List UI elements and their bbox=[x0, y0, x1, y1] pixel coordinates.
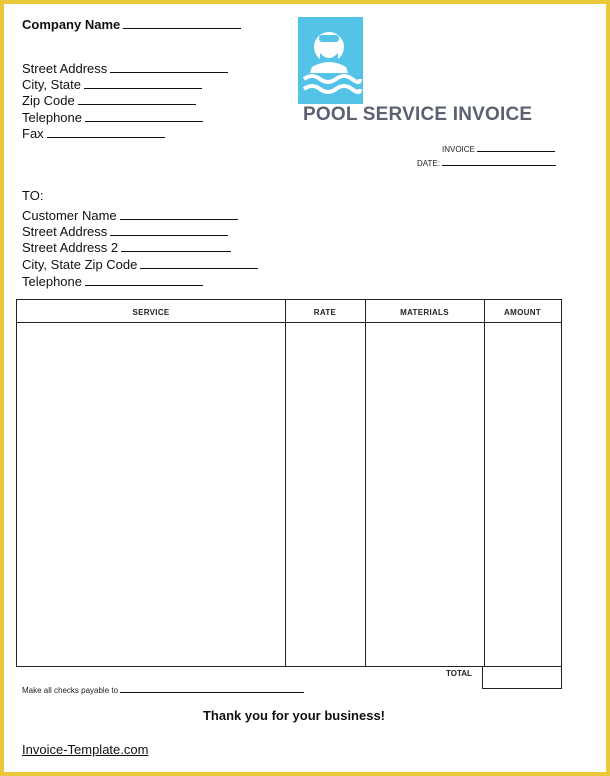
customer-city-field[interactable] bbox=[22, 256, 258, 272]
customer-street-label: Street Address bbox=[22, 224, 108, 239]
company-name-field[interactable] bbox=[22, 16, 241, 32]
invoice-number-label: INVOICE bbox=[442, 145, 475, 154]
customer-street2-label: Street Address 2 bbox=[22, 240, 119, 255]
customer-name-label: Customer Name bbox=[22, 208, 117, 223]
payable-to-label: Make all checks payable to bbox=[22, 686, 119, 695]
company-zip-field[interactable] bbox=[22, 92, 196, 108]
customer-street2-field[interactable] bbox=[22, 239, 231, 255]
company-fax-field[interactable] bbox=[22, 125, 165, 141]
template-site-link[interactable]: Invoice-Template.com bbox=[22, 742, 149, 757]
amount-cell[interactable] bbox=[485, 323, 561, 666]
payable-to-field[interactable] bbox=[22, 686, 304, 695]
service-cell[interactable] bbox=[17, 323, 285, 666]
service-table bbox=[16, 299, 562, 667]
company-zip-label: Zip Code bbox=[22, 93, 75, 108]
company-telephone-field[interactable] bbox=[22, 109, 203, 125]
to-label: TO: bbox=[22, 188, 44, 203]
column-header-service: SERVICE bbox=[132, 308, 170, 317]
company-name-label: Company Name bbox=[22, 17, 121, 32]
company-street-field[interactable] bbox=[22, 60, 228, 76]
invoice-date-field[interactable] bbox=[417, 159, 556, 168]
customer-telephone-label: Telephone bbox=[22, 274, 82, 289]
total-label: TOTAL bbox=[446, 669, 472, 678]
customer-street-field[interactable] bbox=[22, 223, 228, 239]
column-header-materials: MATERIALS bbox=[400, 308, 449, 317]
invoice-page bbox=[4, 4, 606, 772]
invoice-number-field[interactable] bbox=[442, 145, 555, 154]
customer-name-field[interactable] bbox=[22, 207, 238, 223]
customer-city-label: City, State Zip Code bbox=[22, 257, 138, 272]
rate-cell[interactable] bbox=[286, 323, 365, 666]
company-fax-label: Fax bbox=[22, 126, 44, 141]
invoice-title: POOL SERVICE INVOICE bbox=[303, 104, 533, 125]
invoice-date-label: DATE: bbox=[417, 159, 440, 168]
pool-swimmer-icon bbox=[298, 17, 363, 104]
total-amount-field[interactable] bbox=[482, 667, 562, 689]
column-header-rate: RATE bbox=[313, 308, 337, 317]
company-street-label: Street Address bbox=[22, 61, 108, 76]
company-city-label: City, State bbox=[22, 77, 82, 92]
customer-telephone-field[interactable] bbox=[22, 273, 203, 289]
company-telephone-label: Telephone bbox=[22, 110, 82, 125]
materials-cell[interactable] bbox=[366, 323, 484, 666]
company-city-field[interactable] bbox=[22, 76, 202, 92]
thank-you-message: Thank you for your business! bbox=[202, 708, 386, 723]
column-header-amount: AMOUNT bbox=[504, 308, 541, 317]
